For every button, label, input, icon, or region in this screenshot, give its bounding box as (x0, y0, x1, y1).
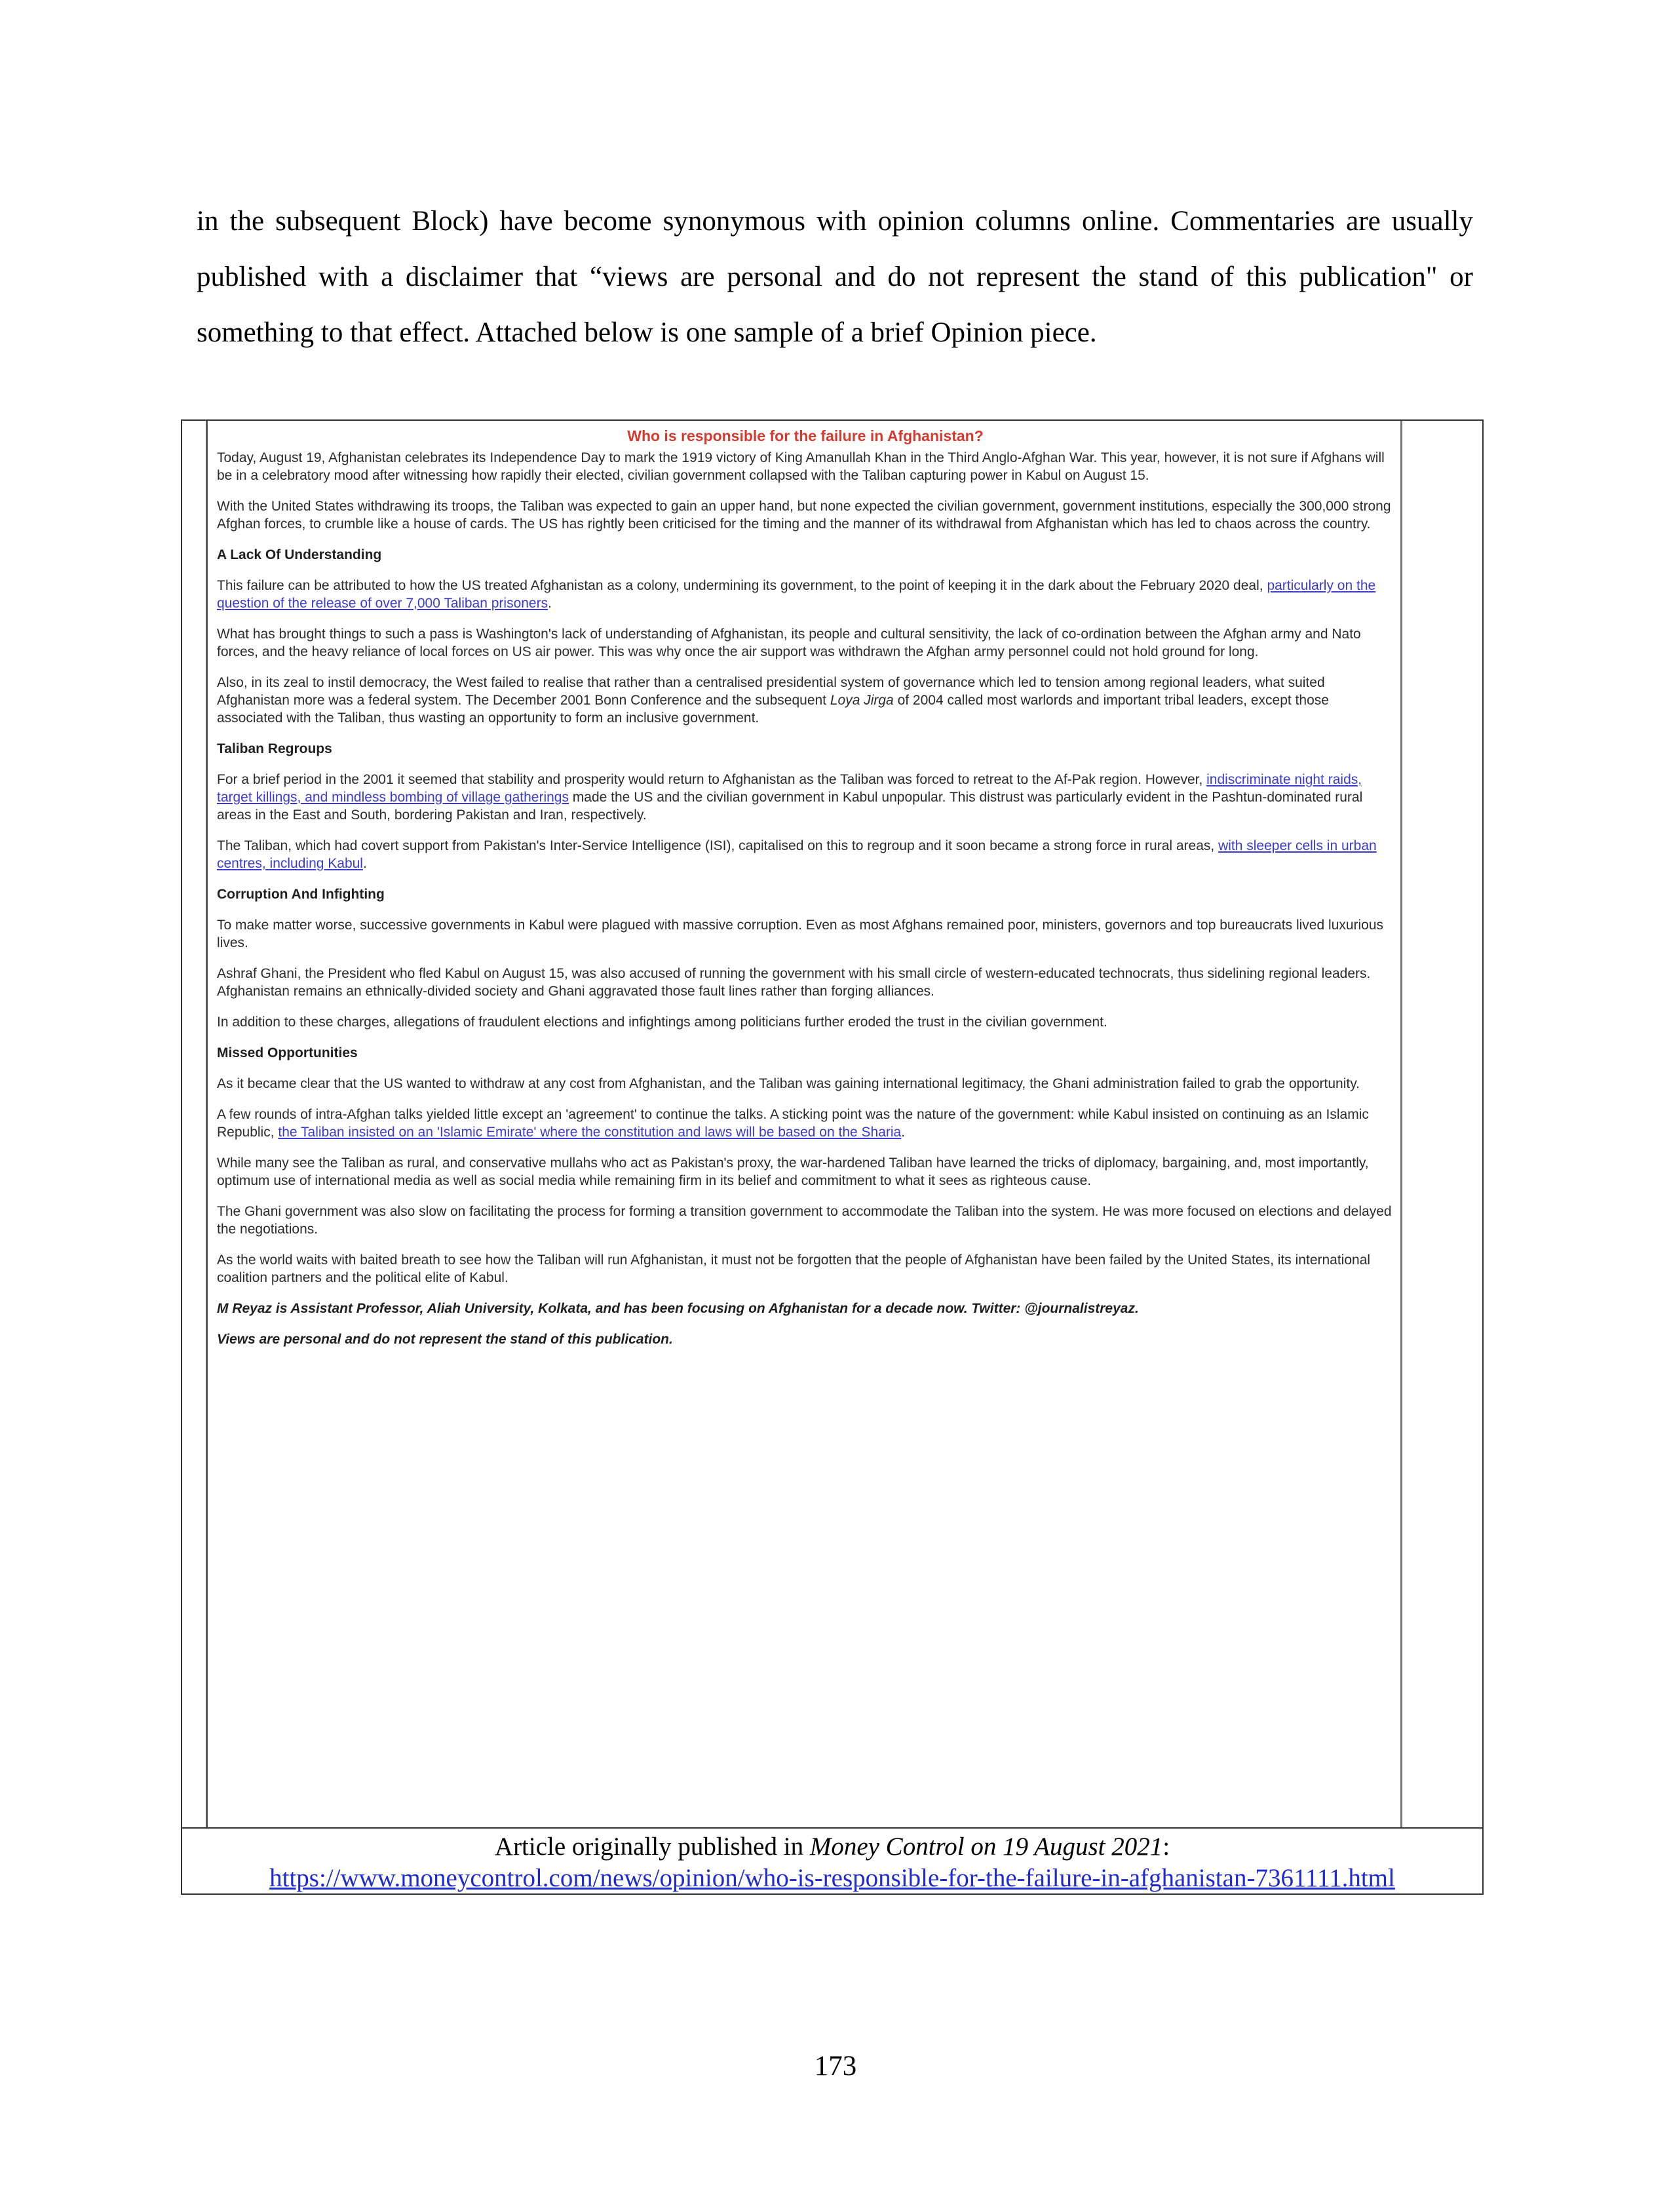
article-paragraph: As it became clear that the US wanted to withdraw at any cost from Afghanistan, and the Taliban was gaining international legitimacy, the Ghani administration failed to grab the opportunity. (217, 1076, 1360, 1091)
article-screenshot (206, 421, 1402, 1827)
article-link[interactable]: indiscriminate night raids, target killings, and mindless bombing of village gatherings (217, 772, 1362, 805)
page-number: 173 (814, 2051, 857, 2082)
article-link[interactable]: the Taliban insisted on an 'Islamic Emirate' where the constitution and laws will be based on the Sharia (278, 1125, 902, 1140)
article-paragraph: The Taliban, which had covert support from Pakistan's Inter-Service Intelligence (ISI), capitalised on this to regroup and it soon became a strong force in rural areas, with sleeper cells in urban centres, including Kabul. (217, 838, 1377, 871)
source-caption: Article originally published in Money Control on 19 August 2021: https://www.moneycontrol.com/news/opinion/who-is-responsible-for-the-failure-in-afghanistan-7361111.html (182, 1827, 1482, 1895)
author-bio: M Reyaz is Assistant Professor, Aliah University, Kolkata, and has been focusing on Afghanistan for a decade now. Twitter: @journalistreyaz. (217, 1301, 1139, 1316)
article-paragraph: With the United States withdrawing its troops, the Taliban was expected to gain an upper hand, but none expected the civilian government, government institutions, especially the 300,000 strong Afghan forces, to crumble like a house of cards. The US has rightly been criticised for the timing and the manner of its withdrawal from Afghanistan which has led to chaos across the country. (217, 499, 1391, 532)
article-link[interactable]: particularly on the question of the release of over 7,000 Taliban prisoners (217, 578, 1376, 611)
article-paragraph: While many see the Taliban as rural, and conservative mullahs who act as Pakistan's proxy, the war-hardened Taliban have learned the tricks of diplomacy, bargaining, and, most importantly, optimum use of international media as well as social media while remaining firm in its belief and commitment to what it sees as righteous cause. (217, 1155, 1369, 1188)
article-paragraph: What has brought things to such a pass is Washington's lack of understanding of Afghanistan, its people and cultural sensitivity, the lack of co-ordination between the Afghan army and Nato forces, and the heavy reliance of local forces on US air power. This was why once the air support was withdrawn the Afghan army personnel could not hold ground for long. (217, 627, 1361, 659)
intro-paragraph: in the subsequent Block) have become synonymous with opinion columns online. Commentaries are usually published with a disclaimer that “views are personal and do not represent the stand of this publication" or something to that effect. Attached below is one sample of a brief Opinion piece. (197, 206, 1473, 348)
section-heading: Corruption And Infighting (217, 887, 385, 902)
article-paragraph: To make matter worse, successive governments in Kabul were plagued with massive corruption. Even as most Afghans remained poor, ministers, governors and top bureaucrats lived luxurious lives. (217, 918, 1384, 950)
article-paragraph: In addition to these charges, allegations of fraudulent elections and infightings among politicians further eroded the trust in the civilian government. (217, 1015, 1107, 1030)
section-heading: Taliban Regroups (217, 741, 332, 756)
article-paragraph: This failure can be attributed to how the US treated Afghanistan as a colony, undermining its government, to the point of keeping it in the dark about the February 2020 deal, particularly on the question of the release of over 7,000 Taliban prisoners. (217, 578, 1376, 611)
article-link[interactable]: with sleeper cells in urban centres, including Kabul (217, 838, 1377, 871)
source-url-link[interactable]: https://www.moneycontrol.com/news/opinion/who-is-responsible-for-the-failure-in-afghanistan-7361111.html (269, 1864, 1395, 1892)
publication-disclaimer: Views are personal and do not represent the stand of this publication. (217, 1332, 673, 1347)
article-paragraph: The Ghani government was also slow on facilitating the process for forming a transition government to accommodate the Taliban into the system. He was more focused on elections and delayed the negotiations. (217, 1204, 1392, 1237)
article-paragraph: Also, in its zeal to instil democracy, the West failed to realise that rather than a centralised presidential system of governance which led to tension among regional leaders, what suited Afghanistan more was a federal system. The December 2001 Bonn Conference and the subsequent Loya Jirga of 2004 called most warlords and important tribal leaders, except those associated with the Taliban, thus wasting an opportunity to form an inclusive government. (217, 675, 1329, 726)
article-body (217, 427, 1394, 1361)
article-paragraph: Today, August 19, Afghanistan celebrates its Independence Day to mark the 1919 victory of King Amanullah Khan in the Third Anglo-Afghan War. This year, however, it is not sure if Afghans will be in a celebratory mood after witnessing how rapidly their elected, civilian government collapsed with the Taliban capturing power in Kabul on August 15. (217, 450, 1385, 483)
article-paragraph: As the world waits with baited breath to see how the Taliban will run Afghanistan, it must not be forgotten that the people of Afghanistan have been failed by the United States, its international coalition partners and the political elite of Kabul. (217, 1252, 1371, 1285)
article-title: Who is responsible for the failure in Afghanistan? (627, 427, 984, 444)
article-paragraph: For a brief period in the 2001 it seemed that stability and prosperity would return to Afghanistan as the Taliban was forced to retreat to the Af-Pak region. However, indiscriminate night raids, target killings, and mindless bombing of village gatherings made the US and the civilian government in Kabul unpopular. This distrust was particularly evident in the Pashtun-dominated rural areas in the East and South, bordering Pakistan and Iran, respectively. (217, 772, 1363, 823)
article-paragraph: Ashraf Ghani, the President who fled Kabul on August 15, was also accused of running the government with his small circle of western-educated technocrats, thus sidelining regional leaders. Afghanistan remains an ethnically-divided society and Ghani aggravated those fault lines rather than forging alliances. (217, 966, 1371, 999)
source-name: Money Control on 19 August 2021 (809, 1833, 1163, 1861)
section-heading: Missed Opportunities (217, 1045, 358, 1060)
article-paragraph: A few rounds of intra-Afghan talks yielded little except an 'agreement' to continue the talks. A sticking point was the nature of the government: while Kabul insisted on continuing as an Islamic Republic, the Taliban insisted on an 'Islamic Emirate' where the constitution and laws will be based on the Sharia. (217, 1107, 1369, 1140)
article-frame (181, 419, 1484, 1895)
section-heading: A Lack Of Understanding (217, 547, 382, 562)
